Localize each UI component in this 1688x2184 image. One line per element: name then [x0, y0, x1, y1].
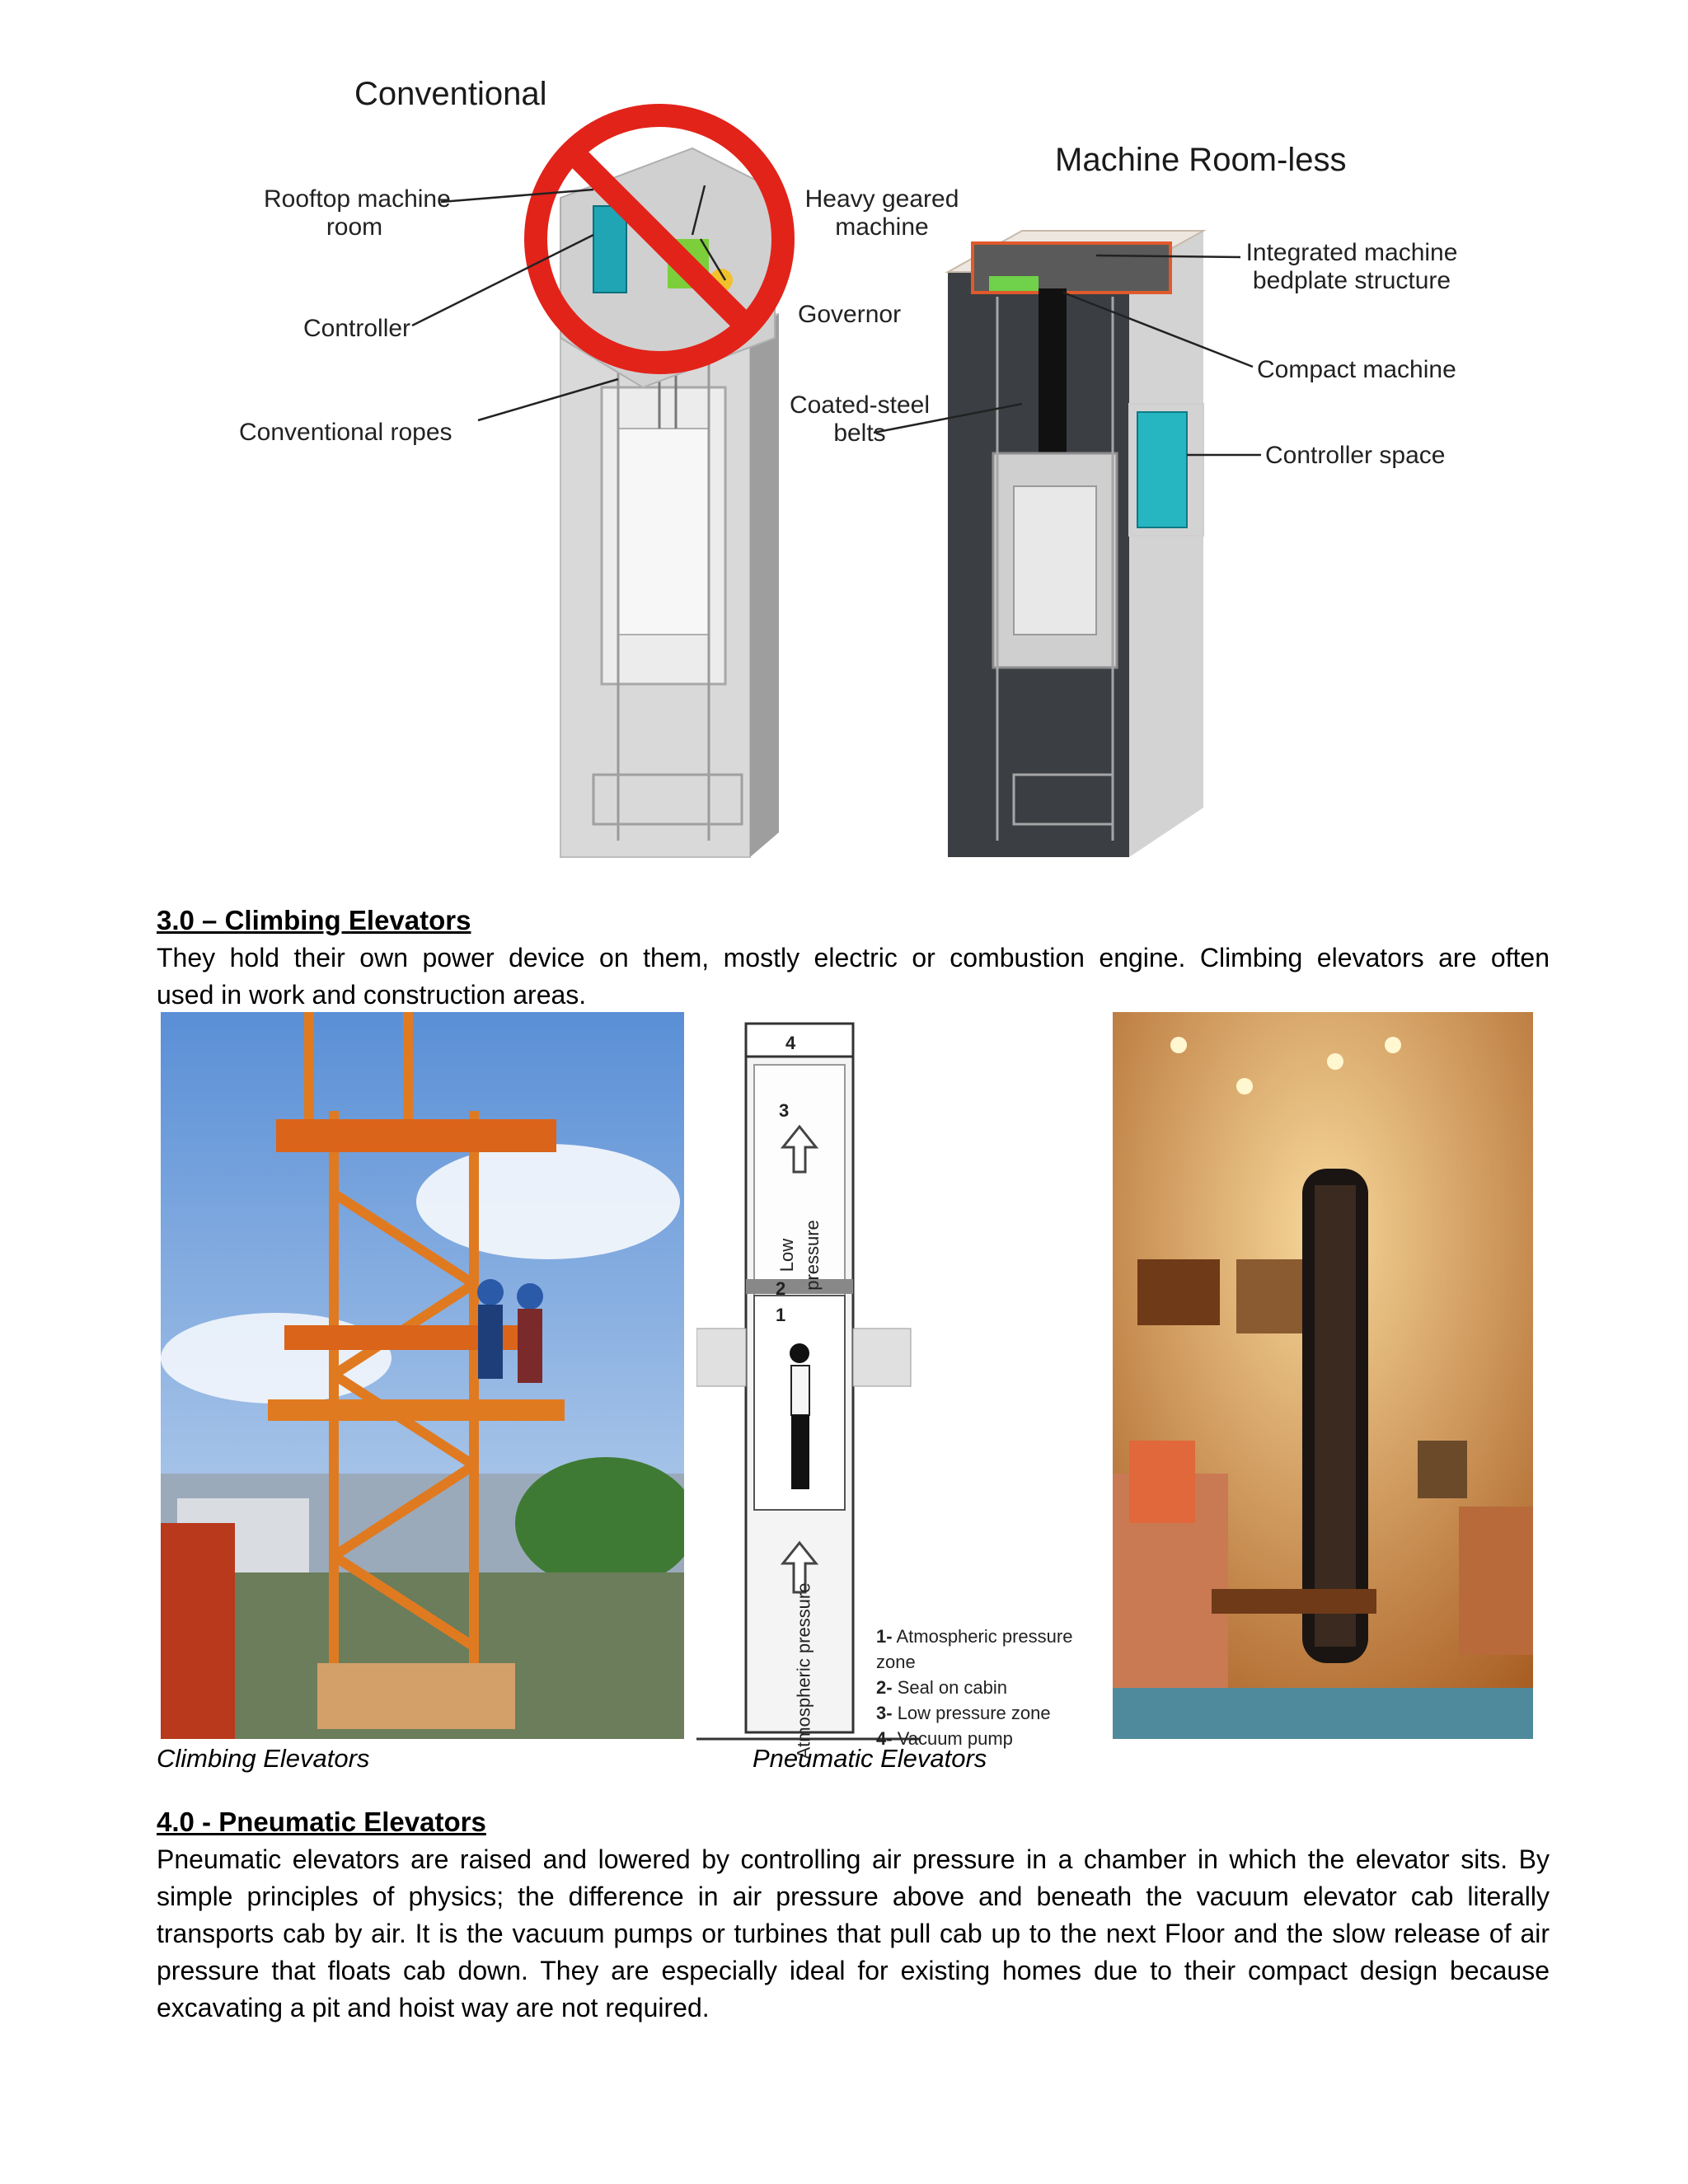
label-conventional-ropes: Conventional ropes	[239, 419, 452, 446]
section4-paragraph: Pneumatic elevators are raised and lowered by controlling air pressure in a chamber in which the elevator sits. By simple principles of physics; the difference in air pressure above and beneath the vacuum elevator cab literally transports cab by air. It is the vacuum pumps or turbines that pull cab up to the next Floor and the slow release of air pressure that floats cab down. They are especially ideal for existing homes due to their compact design because excavating a pit and hoist way are not required.	[157, 1844, 1550, 2022]
climbing-elevator-photo	[161, 1012, 684, 1739]
label-coated-line1: Coated-steel	[789, 391, 931, 419]
label-controller-space: Controller space	[1265, 442, 1446, 469]
caption-climbing: Climbing Elevators	[157, 1744, 370, 1773]
label-integrated-bedplate	[1240, 239, 1463, 295]
label-heavy-line1: Heavy geared	[804, 185, 959, 213]
conventional-title: Conventional	[354, 76, 547, 112]
pneu-num-4: 4	[785, 1033, 796, 1053]
pneumatic-elevator-photo	[1113, 1012, 1533, 1739]
label-rooftop-line2: room	[326, 213, 383, 241]
pneu-num-2: 2	[776, 1278, 786, 1299]
pneu-num-3: 3	[779, 1100, 790, 1121]
section3-heading: 3.0 – Climbing Elevators	[157, 905, 471, 935]
legend-row-2: 2- Seal on cabin	[876, 1677, 1008, 1698]
label-integrated-line2: bedplate structure	[1252, 267, 1451, 294]
label-rooftop-machine-room	[264, 185, 451, 241]
pneu-num-1: 1	[776, 1305, 786, 1325]
section3-line1: They hold their own power device on them, mostly electric or combustion engine. Climbing elevators are often	[157, 943, 1550, 972]
legend-row-3: 3- Low pressure zone	[876, 1703, 1051, 1723]
label-heavy-line2: machine	[835, 213, 929, 241]
label-coated-line2: belts	[833, 419, 886, 447]
atmospheric-pressure-label: Atmospheric pressure	[793, 1582, 814, 1760]
label-integrated-line1: Integrated machine	[1245, 239, 1458, 266]
section3-paragraph	[157, 940, 1550, 1014]
mrl-shaft	[948, 231, 1203, 857]
label-rooftop-line1: Rooftop machine	[264, 185, 451, 213]
label-heavy-geared-machine	[799, 185, 964, 241]
section3-line2: used in work and construction areas.	[157, 980, 587, 1010]
climbing-elevator-drawing	[161, 1012, 684, 1739]
pneumatic-legend	[876, 1624, 1107, 1751]
pneumatic-interior-drawing	[1113, 1012, 1533, 1739]
label-controller: Controller	[303, 315, 411, 342]
conventional-shaft	[560, 313, 779, 857]
elevator-comparison-figure	[231, 66, 1484, 874]
low-pressure-label: Low pressure	[776, 1220, 823, 1291]
legend-row-4: 4- Vacuum pump	[876, 1728, 1013, 1749]
caption-pneumatic: Pneumatic Elevators	[753, 1744, 987, 1773]
section4-heading: 4.0 - Pneumatic Elevators	[157, 1807, 486, 1837]
label-governor: Governor	[798, 301, 902, 328]
mrl-title: Machine Room-less	[1055, 142, 1347, 178]
label-compact-machine: Compact machine	[1257, 356, 1456, 383]
legend-row-1: 1- Atmospheric pressure zone	[876, 1626, 1073, 1672]
label-coated-steel-belts	[781, 391, 938, 448]
